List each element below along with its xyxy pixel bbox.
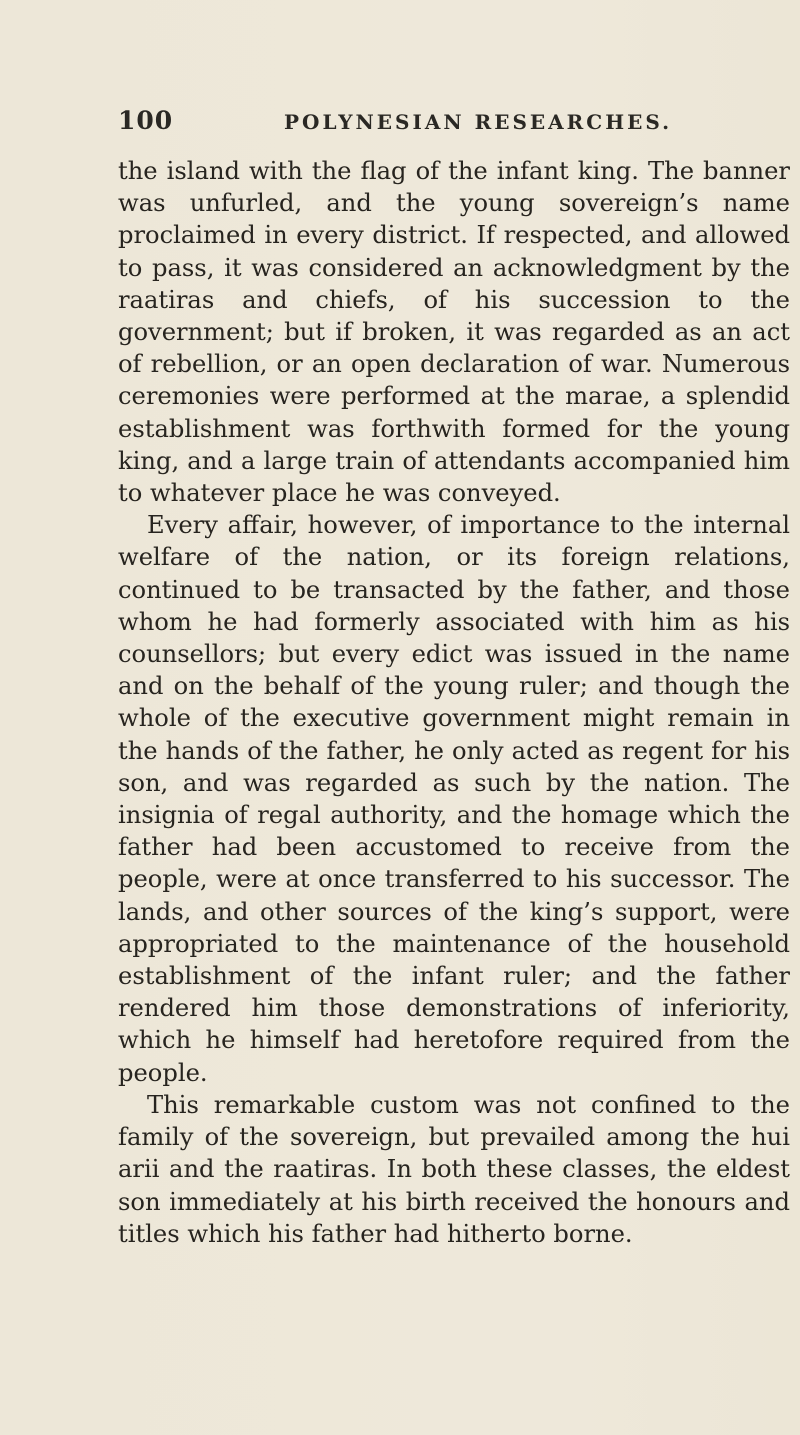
running-title: POLYNESIAN RESEARCHES. bbox=[284, 110, 673, 134]
paragraph-3: This remarkable custom was not confined to the family of the sovereign, but prevailed among the hui arii and the raatiras. In both these classes, the eldest son immediately at his birth received the honours and titles which his father had hitherto borne. bbox=[118, 1090, 790, 1248]
body-text bbox=[118, 155, 790, 1250]
page-number: 100 bbox=[118, 106, 174, 135]
paragraph-1: the island with the flag of the infant king. The banner was unfurled, and the young sovereign’s name proclaimed in every district. If respected, and allowed to pass, it was considered an acknowledgment by the raatiras and chiefs, of his succession to the government; but if broken, it was regarded as an act of rebellion, or an open declaration of war. Numerous ceremonies were performed at the marae, a splendid establishment was forthwith formed for the young king, and a large train of attendants accompanied him to whatever place he was conveyed. bbox=[118, 157, 790, 508]
paragraph-2: Every affair, however, of importance to the internal welfare of the nation, or its foreign relations, continued to be transacted by the father, and those whom he had formerly associated with him as his counsellors; but every edict was issued in the name and on the behalf of the young ruler; and though the whole of the executive government might remain in the hands of the father, he only acted as regent for his son, and was regarded as such by the nation. The insignia of regal authority, and the homage which the father had been accustomed to receive from the people, were at once transferred to his successor. The lands, and other sources of the king’s support, were appropriated to the maintenance of the household establishment of the infant ruler; and the father rendered him those demonstrations of inferiority, which he himself had heretofore required from the people. bbox=[118, 511, 790, 1087]
page-header bbox=[118, 106, 798, 140]
